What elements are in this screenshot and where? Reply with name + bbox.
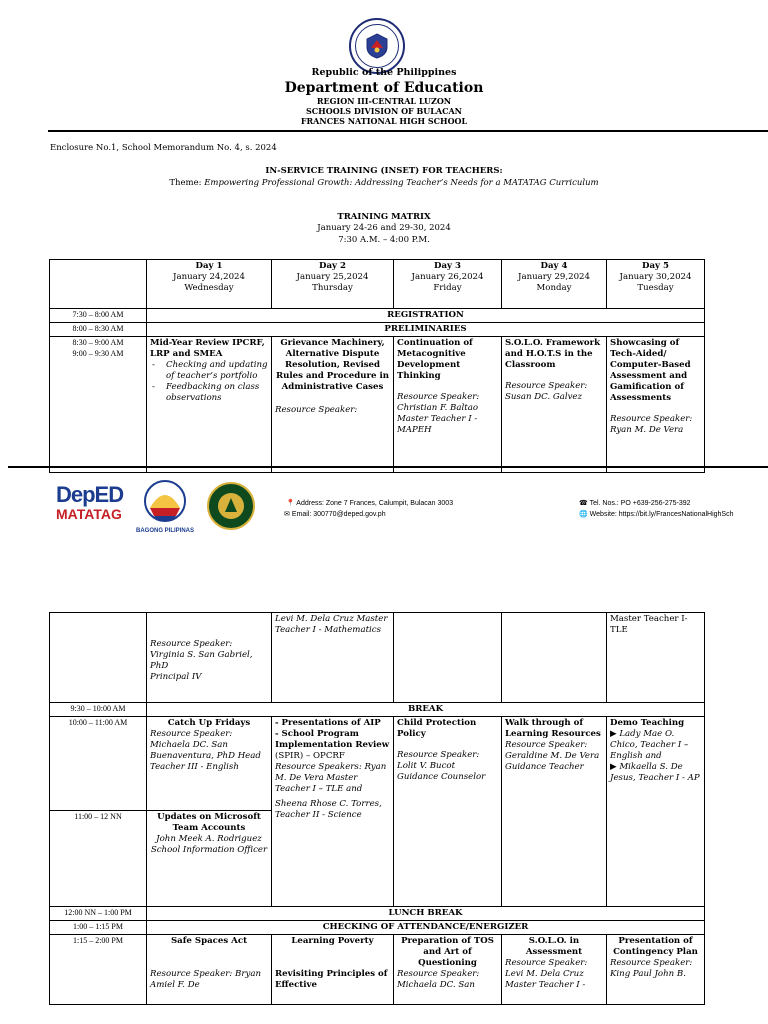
time-cell: 11:00 – 12 NN — [50, 811, 147, 907]
time-cell: 8:30 – 9:00 AM 9:00 – 9:30 AM — [50, 337, 147, 473]
resource-speaker: Resource Speaker: Susan DC. Galvez — [505, 381, 588, 402]
day4-header: Day 4 January 29,2024 Monday — [502, 260, 607, 309]
resource-speaker: Resource Speakers: Ryan M. De Vera Master Teacher I – TLE and — [275, 762, 387, 794]
resource-speaker: Resource Speaker: Lolit V. Bucot Guidance Counselor — [397, 750, 486, 782]
triangle-bullet-icon: ▶ — [610, 762, 617, 772]
day3-header: Day 3 January 26,2024 Friday — [394, 260, 502, 309]
bullet-item: - Checking and updating of teacher’s portfolio — [166, 360, 268, 382]
tel-text: Tel. Nos.: PO +639-256-275-392 — [589, 500, 691, 507]
enclosure-text: Enclosure No.1, School Memorandum No. 4, s. 2024 — [50, 143, 277, 153]
fnhs-seal-icon — [207, 482, 255, 530]
day5-session — [607, 337, 705, 473]
division-text: SCHOOLS DIVISION OF BULACAN — [306, 106, 462, 116]
resource-speaker: Sheena Rhose C. Torres, Teacher II - Science — [275, 799, 382, 820]
session-title: Learning Poverty — [291, 936, 374, 946]
session-title: S.O.L.O. in Assessment — [525, 936, 583, 957]
time-cell: 7:30 – 8:00 AM — [50, 309, 147, 323]
day1-session — [147, 337, 272, 473]
office-lines — [0, 96, 768, 126]
day5-session: Demo Teaching ▶ Lady Mae O. Chico, Teacher I – English and ▶ Mikaella S. De Jesus, Teacher I - AP — [607, 717, 705, 907]
day1-session — [147, 935, 272, 1005]
resource-speaker: Resource Speaker: Virginia S. San Gabriel, PhD — [150, 639, 253, 671]
break-label: BREAK — [147, 703, 705, 717]
resource-speaker: Resource Speaker: King Paul John B. — [610, 958, 693, 979]
session-title: Continuation of Metacognitive Development Thinking — [397, 338, 473, 381]
day2-header: Day 2 January 25,2024 Thursday — [272, 260, 394, 309]
day-header-row — [50, 260, 705, 309]
resource-speaker: Resource Speaker: Bryan Amiel F. De — [150, 969, 261, 990]
header-rule — [48, 130, 768, 132]
letterhead-footer — [0, 472, 768, 542]
resource-speaker: Levi M. Dela Cruz Master Teacher I - Mathematics — [275, 614, 388, 635]
time-cell: 1:15 – 2:00 PM — [50, 935, 147, 1005]
session-title: Catch Up Fridays — [167, 718, 251, 728]
day4-session — [502, 935, 607, 1005]
envelope-icon: ✉ — [284, 511, 290, 518]
location-pin-icon: 📍 — [286, 500, 295, 507]
resource-speaker: John Meek A. Rodriguez School Information Officer — [150, 834, 268, 855]
day2-session — [272, 337, 394, 473]
resource-speaker: Resource Speaker: Michaela DC. San Buenaventura, PhD Head Teacher III - English — [150, 729, 261, 772]
day4-session — [502, 337, 607, 473]
preliminaries-row — [50, 323, 705, 337]
time-cell: 12:00 NN – 1:00 PM — [50, 907, 147, 921]
school-name: FRANCES NATIONAL HIGH SCHOOL — [300, 116, 468, 126]
session-row-1 — [50, 337, 705, 473]
page-break-rule — [8, 466, 768, 468]
blank-corner — [50, 260, 147, 309]
theme-text: Empowering Professional Growth: Addressing Teacher’s Needs for a MATATAG Curriculum — [204, 178, 599, 188]
resource-speaker: Resource Speaker: Levi M. Dela Cruz Master Teacher I - — [505, 958, 588, 990]
matrix-title: TRAINING MATRIX — [337, 212, 431, 222]
day1-header: Day 1 January 24,2024 Wednesday — [147, 260, 272, 309]
training-matrix-table-bottom — [49, 612, 705, 1005]
time-cell: 1:00 – 1:15 PM — [50, 921, 147, 935]
session-title: Safe Spaces Act — [170, 936, 248, 946]
registration-label: REGISTRATION — [147, 309, 705, 323]
telephone-icon: ☎ — [579, 500, 588, 507]
day5-session — [607, 935, 705, 1005]
time-cell: 10:00 – 11:00 AM — [50, 717, 147, 811]
day5-header: Day 5 January 30,2024 Tuesday — [607, 260, 705, 309]
session-title: Updates on Microsoft Team Accounts — [157, 812, 261, 833]
matrix-dates: January 24-26 and 29-30, 2024 — [317, 223, 451, 233]
session-row-3 — [50, 935, 705, 1005]
deped-matatag-logo: DepED MATATAG — [56, 482, 124, 522]
day4-session — [502, 717, 607, 907]
speaker-position: Principal IV — [150, 672, 202, 682]
session-title: Child Protection Policy — [397, 718, 477, 739]
resource-speaker: Resource Speaker: Michaela DC. San — [397, 969, 480, 990]
bullet-item: - Feedbacking on class observations — [166, 382, 268, 404]
session-title: Showcasing of Tech-Aided/ Computer-Based Assessment and Gamification of Assessments — [610, 338, 691, 403]
day2-session — [272, 935, 394, 1005]
day5-continued — [607, 613, 705, 703]
attendance-label: CHECKING OF ATTENDANCE/ENERGIZER — [147, 921, 705, 935]
department-name: Department of Education — [284, 80, 484, 96]
session-title: Walk through of Learning Resources — [505, 718, 601, 739]
lunch-row — [50, 907, 705, 921]
theme-label: Theme: — [169, 178, 205, 188]
session-row-2 — [50, 717, 705, 811]
address-text: Address: Zone 7 Frances, Calumpit, Bulacan 3003 — [296, 500, 454, 507]
lunch-label: LUNCH BREAK — [147, 907, 705, 921]
session-subtitle: Revisiting Principles of Effective — [275, 969, 388, 990]
session-title: Preparation of TOS and Art of Questioning — [401, 936, 494, 968]
bagong-pilipinas-logo: BAGONG PILIPINAS — [135, 478, 195, 534]
registration-row — [50, 309, 705, 323]
region-text: REGION III-CENTRAL LUZON — [316, 96, 452, 106]
session-title: Demo Teaching — [610, 718, 685, 728]
day3-session — [394, 935, 502, 1005]
day1-session-b — [147, 811, 272, 907]
document-title: IN-SERVICE TRAINING (INSET) FOR TEACHERS: — [265, 166, 503, 176]
attendance-row — [50, 921, 705, 935]
session-title: Grievance Machinery, Alternative Dispute Resolution, Revised Rules and Procedure in Administrative Cases — [276, 338, 389, 392]
day3-session — [394, 717, 502, 907]
website-text: Website: https://bit.ly/FrancesNationalHighSch — [589, 511, 734, 518]
day2-continued — [272, 613, 394, 703]
resource-speaker: Master Teacher I-TLE — [610, 614, 688, 635]
session-title: - Presentations of AIP — [275, 718, 381, 728]
time-cell: 8:00 – 8:30 AM — [50, 323, 147, 337]
globe-icon: 🌐 — [579, 511, 588, 518]
day2-session: - Presentations of AIP - School Program Implementation Review (SPIR) – OPCRF Resource Speakers: Ryan M. De Vera Master Teacher I – TLE and Sheena Rhose C. Torres, Teacher II - Science — [272, 717, 394, 907]
day1-continued — [147, 613, 272, 703]
preliminaries-label: PRELIMINARIES — [147, 323, 705, 337]
break-row — [50, 703, 705, 717]
resource-speaker: Resource Speaker: — [275, 405, 358, 415]
deped-seal-icon — [349, 18, 405, 74]
resource-speaker: Resource Speaker: Geraldine M. De Vera Guidance Teacher — [505, 740, 600, 772]
session-title: Mid-Year Review IPCRF, LRP and SMEA — [150, 338, 265, 359]
triangle-bullet-icon: ▶ — [610, 729, 617, 739]
day1-session — [147, 717, 272, 811]
resource-speaker: Resource Speaker: Christian F. Baltao Master Teacher I - MAPEH — [397, 392, 480, 435]
time-cell: 9:30 – 10:00 AM — [50, 703, 147, 717]
training-matrix-table-top — [49, 259, 705, 473]
continued-row — [50, 613, 705, 703]
republic-text: Republic of the Philippines — [311, 67, 457, 78]
day3-session — [394, 337, 502, 473]
matrix-hours: 7:30 A.M. – 4:00 P.M. — [338, 235, 430, 245]
session-title: Presentation of Contingency Plan — [613, 936, 698, 957]
resource-speaker: Resource Speaker: Ryan M. De Vera — [610, 414, 693, 435]
email-text: Email: 300770@deped.gov.ph — [291, 511, 386, 518]
theme-line — [0, 178, 768, 188]
session-title: S.O.L.O. Framework and H.O.T.S in the Classroom — [505, 338, 601, 370]
